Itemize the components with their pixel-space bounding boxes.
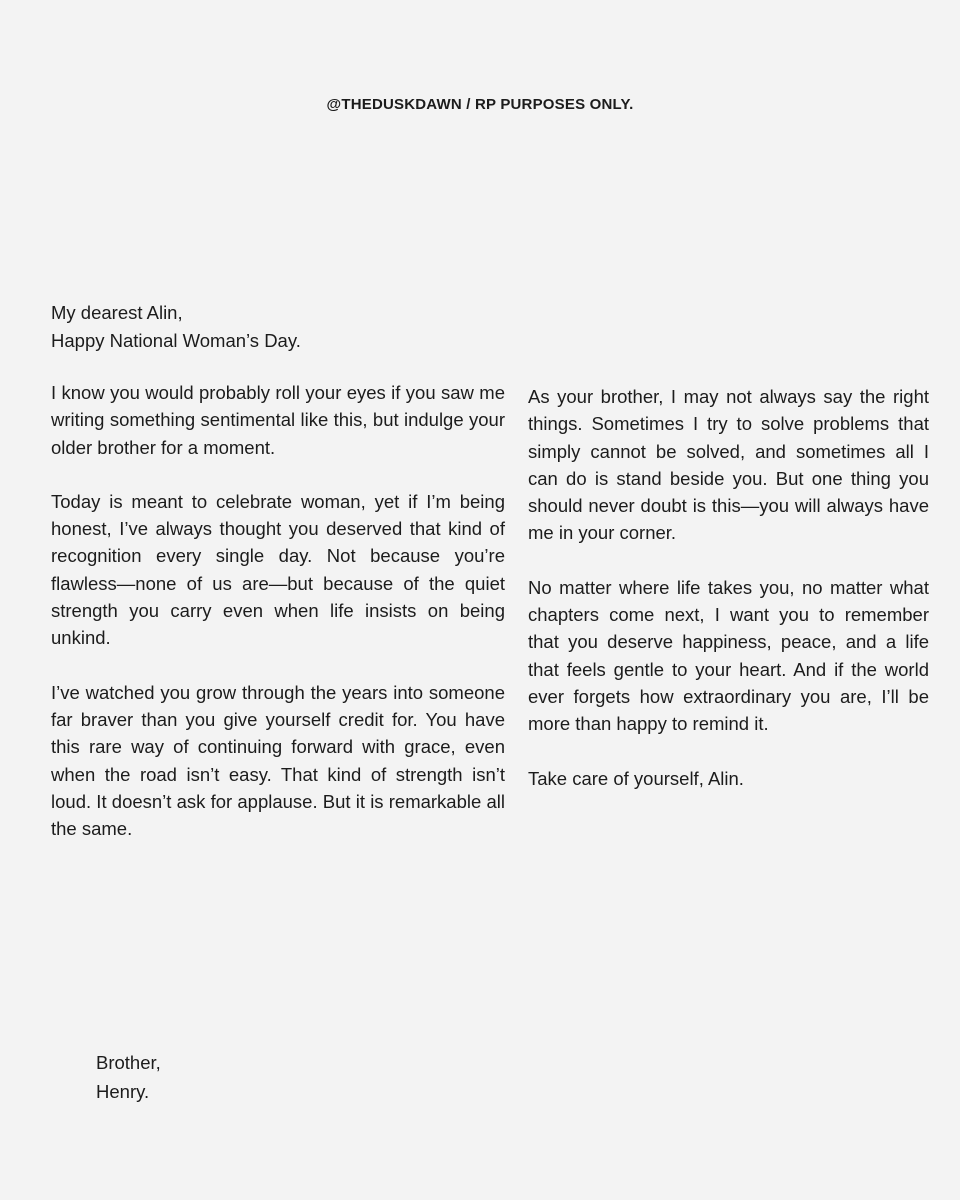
closing-line: Take care of yourself, Alin.	[528, 767, 744, 789]
salutation: My dearest Alin,	[51, 302, 183, 323]
letter-paragraph: As your brother, I may not always say the right things. Sometimes I try to solve problems that simply cannot be solved, and sometimes all I can do is stand beside you. But one thing you should never doubt is this—you will always have me in your corner.	[528, 386, 929, 544]
letter-paragraph: No matter where life takes you, no matter what chapters come next, I want you to remember that you deserve happiness, peace, and a life that feels gentle to your heart. And if the world ever forgets how extraordinary you are, I’ll be more than happy to remind it.	[528, 576, 929, 735]
letter-paragraph: I know you would probably roll your eyes if you saw me writing something sentimental like this, but indulge your older brother for a moment.	[51, 382, 505, 458]
signoff-name: Henry.	[96, 1081, 150, 1102]
letter-paragraph: I’ve watched you grow through the years into someone far braver than you give yourself credit for. You have this rare way of continuing forward with grace, even when the road isn’t easy. That kind of strength isn’t loud. It doesn’t ask for applause. But it is remarkable all the same.	[51, 681, 505, 840]
letter-right-column	[528, 383, 929, 819]
greeting	[51, 299, 511, 355]
letter-paragraph: Today is meant to celebrate woman, yet if I’m being honest, I’ve always thought you deserved that kind of recognition every single day. Not because you’re flawless—none of us are—but because of the quiet strength you carry even when life insists on being unkind.	[51, 490, 505, 649]
signoff-relation: Brother,	[96, 1052, 161, 1073]
letter-left-column	[51, 379, 505, 869]
header-watermark: @THEDUSKDAWN / RP PURPOSES ONLY.	[326, 96, 634, 113]
occasion-wish: Happy National Woman’s Day.	[51, 330, 301, 351]
signoff	[96, 1048, 161, 1106]
